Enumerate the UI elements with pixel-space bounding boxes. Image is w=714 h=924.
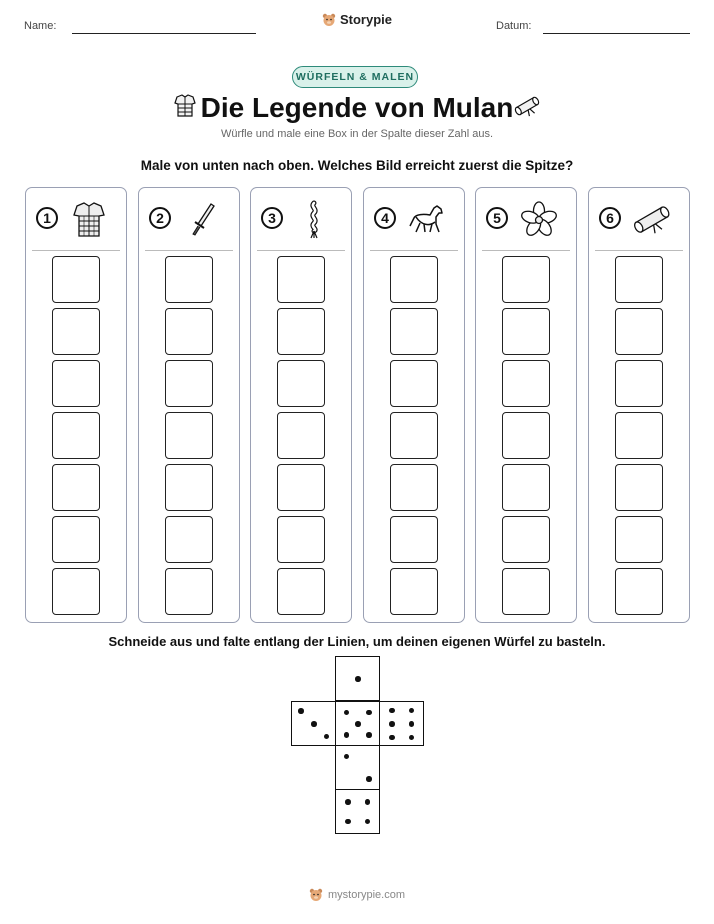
dice-column-2 xyxy=(138,187,240,623)
column-divider xyxy=(595,250,683,251)
color-box[interactable] xyxy=(52,412,100,459)
column-divider xyxy=(32,250,120,251)
column-header xyxy=(251,188,351,250)
column-header xyxy=(476,188,576,250)
color-box[interactable] xyxy=(390,516,438,563)
column-number: 5 xyxy=(486,207,508,229)
die-pip xyxy=(345,819,351,825)
color-box[interactable] xyxy=(277,464,325,511)
die-pip xyxy=(365,799,371,805)
die-pip xyxy=(389,735,395,741)
color-box[interactable] xyxy=(502,308,550,355)
die-pip xyxy=(298,708,304,714)
color-box[interactable] xyxy=(615,464,663,511)
color-box[interactable] xyxy=(615,308,663,355)
color-box[interactable] xyxy=(165,568,213,615)
sword-icon xyxy=(181,200,223,240)
color-box[interactable] xyxy=(165,360,213,407)
color-box[interactable] xyxy=(165,516,213,563)
title-scroll-icon xyxy=(512,94,542,118)
die-pip xyxy=(366,710,372,716)
color-box[interactable] xyxy=(277,516,325,563)
column-header xyxy=(589,188,689,250)
color-box[interactable] xyxy=(52,360,100,407)
column-header xyxy=(139,188,239,250)
color-box[interactable] xyxy=(615,360,663,407)
dice-column-5 xyxy=(475,187,577,623)
color-box[interactable] xyxy=(502,464,550,511)
color-box[interactable] xyxy=(52,256,100,303)
die-pip xyxy=(311,721,317,727)
die-pip xyxy=(409,735,415,741)
color-box[interactable] xyxy=(52,308,100,355)
column-number: 6 xyxy=(599,207,621,229)
page-title: Die Legende von Mulan xyxy=(200,92,514,123)
color-box[interactable] xyxy=(390,568,438,615)
activity-badge: WÜRFELN & MALEN xyxy=(292,66,418,88)
dice-column-3 xyxy=(250,187,352,623)
die-pip xyxy=(409,708,415,714)
footer-url: mystorypie.com xyxy=(327,889,406,901)
name-line[interactable] xyxy=(72,33,256,34)
dice-column-4 xyxy=(363,187,465,623)
column-number: 2 xyxy=(149,207,171,229)
column-divider xyxy=(370,250,458,251)
coloring-instruction: Male von unten nach oben. Welches Bild erreicht zuerst die Spitze? xyxy=(140,158,574,173)
die-face-6 xyxy=(379,701,424,746)
die-pip xyxy=(366,732,372,738)
die-pip xyxy=(409,721,415,727)
page-subtitle: Würfle und male eine Box in der Spalte dieser Zahl aus. xyxy=(220,128,494,140)
die-pip xyxy=(355,721,361,727)
die-pip xyxy=(366,776,372,782)
die-face-5 xyxy=(335,701,380,746)
die-pip xyxy=(324,734,330,740)
color-box[interactable] xyxy=(502,360,550,407)
color-box[interactable] xyxy=(52,568,100,615)
bear-icon xyxy=(309,888,323,902)
column-divider xyxy=(145,250,233,251)
die-pip xyxy=(344,754,350,760)
column-number: 3 xyxy=(261,207,283,229)
die-face-3 xyxy=(291,701,336,746)
color-box[interactable] xyxy=(390,464,438,511)
color-box[interactable] xyxy=(165,256,213,303)
die-face-1 xyxy=(335,656,380,701)
die-face-2 xyxy=(335,745,380,790)
braid-icon xyxy=(293,200,335,240)
color-box[interactable] xyxy=(277,360,325,407)
color-box[interactable] xyxy=(277,256,325,303)
brand-name: Storypie xyxy=(339,12,392,27)
color-box[interactable] xyxy=(52,464,100,511)
column-header xyxy=(364,188,464,250)
column-divider xyxy=(482,250,570,251)
name-label: Name: xyxy=(24,20,57,32)
date-label: Datum: xyxy=(496,20,532,32)
column-number: 4 xyxy=(374,207,396,229)
color-box[interactable] xyxy=(277,412,325,459)
color-box[interactable] xyxy=(502,516,550,563)
color-box[interactable] xyxy=(502,412,550,459)
die-pip xyxy=(344,732,350,738)
date-line[interactable] xyxy=(543,33,690,34)
die-pip xyxy=(355,676,361,682)
color-box[interactable] xyxy=(615,516,663,563)
color-box[interactable] xyxy=(165,308,213,355)
color-box[interactable] xyxy=(390,308,438,355)
die-pip xyxy=(344,710,350,716)
armor-icon xyxy=(68,200,110,240)
die-pip xyxy=(365,819,371,825)
color-box[interactable] xyxy=(165,412,213,459)
dice-column-6 xyxy=(588,187,690,623)
color-box[interactable] xyxy=(390,360,438,407)
die-pip xyxy=(345,799,351,805)
color-box[interactable] xyxy=(277,568,325,615)
color-box[interactable] xyxy=(52,516,100,563)
color-box[interactable] xyxy=(615,256,663,303)
color-box[interactable] xyxy=(165,464,213,511)
die-face-4 xyxy=(335,789,380,834)
color-box[interactable] xyxy=(615,568,663,615)
color-box[interactable] xyxy=(390,256,438,303)
color-box[interactable] xyxy=(615,412,663,459)
bear-icon xyxy=(322,13,336,27)
cut-instruction: Schneide aus und falte entlang der Linien, um deinen eigenen Würfel zu basteln. xyxy=(108,634,606,649)
scroll-icon xyxy=(631,200,673,240)
footer xyxy=(0,888,714,902)
color-box[interactable] xyxy=(390,412,438,459)
dice-column-1 xyxy=(25,187,127,623)
color-box[interactable] xyxy=(502,568,550,615)
die-pip xyxy=(389,721,395,727)
die-pip xyxy=(389,708,395,714)
column-divider xyxy=(257,250,345,251)
column-number: 1 xyxy=(36,207,58,229)
brand-logo xyxy=(0,12,714,27)
color-box[interactable] xyxy=(502,256,550,303)
color-box[interactable] xyxy=(277,308,325,355)
flower-icon xyxy=(518,200,560,240)
column-header xyxy=(26,188,126,250)
horse-icon xyxy=(406,200,448,240)
